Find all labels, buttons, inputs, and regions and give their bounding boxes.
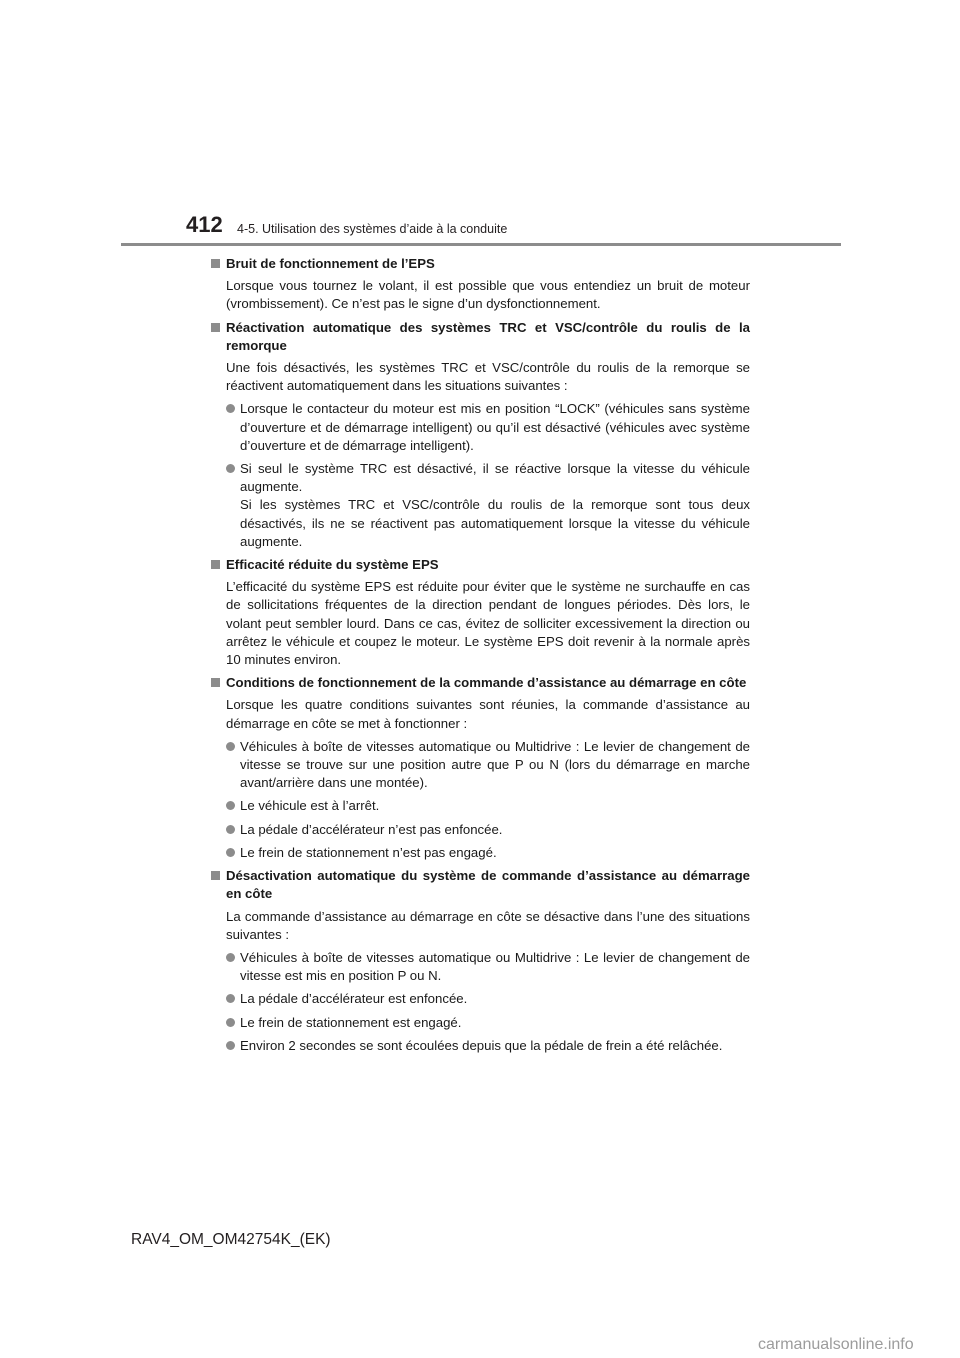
- bullet-text: Véhicules à boîte de vitesses automatique ou Multidrive : Le levier de changement de vitesse est mis en position P ou N.: [240, 949, 750, 984]
- page-number: 412: [186, 212, 223, 237]
- section-heading: [210, 556, 750, 574]
- section-heading-text: Efficacité réduite du système EPS: [226, 557, 439, 573]
- bullet-text: Si seul le système TRC est désactivé, il se réactive lorsque la vitesse du véhicule augmente. Si les systèmes TRC et VSC/contrôle du roulis de la remorque sont tous deux désactivés, ils ne se réactivent pas automatiquement lorsque la vitesse du véhicule augmente.: [240, 461, 750, 549]
- bullet-item: [210, 949, 750, 985]
- bullet-item: [210, 990, 750, 1008]
- round-bullet-icon: [226, 404, 235, 413]
- section: [210, 255, 750, 314]
- round-bullet-icon: [226, 994, 235, 1003]
- bullet-text: Le frein de stationnement n’est pas engagé.: [240, 844, 497, 860]
- round-bullet-icon: [226, 848, 235, 857]
- bullet-text: Environ 2 secondes se sont écoulées depuis que la pédale de frein a été relâchée.: [240, 1037, 723, 1053]
- section-heading: [210, 255, 750, 273]
- page-content: [210, 255, 750, 1060]
- bullet-item: [210, 1014, 750, 1032]
- bullet-text: La pédale d’accélérateur est enfoncée.: [240, 991, 468, 1007]
- square-bullet-icon: [211, 259, 220, 268]
- section: [210, 319, 750, 551]
- round-bullet-icon: [226, 801, 235, 810]
- bullet-text: Le frein de stationnement est engagé.: [240, 1014, 462, 1030]
- square-bullet-icon: [211, 323, 220, 332]
- bullet-text: Lorsque le contacteur du moteur est mis en position “LOCK” (véhicules sans système d’ouverture et de démarrage intelligent) ou qu’il est désactivé (véhicules avec système d’ouverture et de démarrage intelligent).: [240, 401, 750, 453]
- section-paragraph: L’efficacité du système EPS est réduite pour éviter que le système ne surchauffe en cas de sollicitations fréquentes de la direction pendant de longues périodes. Dès lors, le volant peut sembler lourd. Dans ce cas, évitez de solliciter excessivement la direction ou arrêtez le véhicule et coupez le moteur. Le système EPS doit revenir à la normale après 10 minutes environ.: [226, 579, 750, 668]
- section-heading: [210, 867, 750, 903]
- watermark: carmanualsonline.info: [758, 1336, 914, 1353]
- section: [210, 867, 750, 1055]
- bullet-item: [210, 460, 750, 551]
- square-bullet-icon: [211, 678, 220, 687]
- section-paragraph: La commande d’assistance au démarrage en côte se désactive dans l’une des situations suivantes :: [226, 908, 750, 942]
- section-heading: [210, 674, 750, 692]
- section-paragraph: Une fois désactivés, les systèmes TRC et VSC/contrôle du roulis de la remorque se réactivent automatiquement dans les situations suivantes :: [226, 360, 750, 394]
- bullet-item: [210, 821, 750, 839]
- bullet-text: La pédale d’accélérateur n’est pas enfoncée.: [240, 821, 503, 837]
- round-bullet-icon: [226, 1018, 235, 1027]
- square-bullet-icon: [211, 560, 220, 569]
- section-heading: [210, 319, 750, 355]
- header-divider: [121, 243, 841, 246]
- section-heading-text: Désactivation automatique du système de commande d’assistance au démarrage en côte: [226, 868, 750, 902]
- bullet-text: Le véhicule est à l’arrêt.: [240, 798, 380, 814]
- section-paragraph: Lorsque les quatre conditions suivantes sont réunies, la commande d’assistance au démarrage en côte se met à fonctionner :: [226, 697, 750, 731]
- section: [210, 556, 750, 669]
- footer-code: RAV4_OM_OM42754K_(EK): [131, 1231, 331, 1248]
- bullet-item: [210, 844, 750, 862]
- bullet-item: [210, 400, 750, 455]
- section-heading-text: Réactivation automatique des systèmes TRC et VSC/contrôle du roulis de la remorque: [226, 319, 750, 353]
- chapter-title: 4-5. Utilisation des systèmes d’aide à la conduite: [237, 222, 508, 236]
- square-bullet-icon: [211, 871, 220, 880]
- bullet-text: Véhicules à boîte de vitesses automatique ou Multidrive : Le levier de changement de vitesse se trouve sur une position autre que P ou N (lors du démarrage en marche avant/arrière dans une montée).: [240, 738, 750, 791]
- section: [210, 674, 750, 862]
- round-bullet-icon: [226, 742, 235, 751]
- round-bullet-icon: [226, 464, 235, 473]
- round-bullet-icon: [226, 825, 235, 834]
- round-bullet-icon: [226, 1041, 235, 1050]
- section-paragraph: Lorsque vous tournez le volant, il est possible que vous entendiez un bruit de moteur (vrombissement). Ce n’est pas le signe d’un dysfonctionnement.: [226, 278, 750, 312]
- bullet-item: [210, 797, 750, 815]
- round-bullet-icon: [226, 953, 235, 962]
- bullet-item: [210, 1037, 750, 1055]
- section-heading-text: Conditions de fonctionnement de la commande d’assistance au démarrage en côte: [226, 675, 747, 691]
- bullet-item: [210, 738, 750, 793]
- section-heading-text: Bruit de fonctionnement de l’EPS: [226, 256, 435, 271]
